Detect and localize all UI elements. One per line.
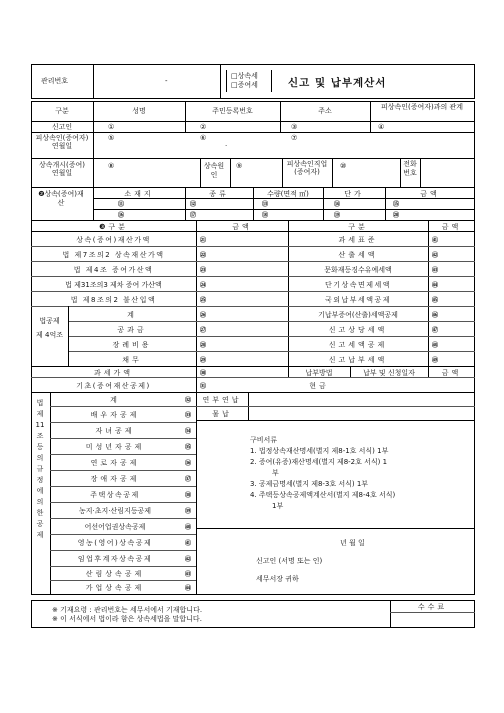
taxable-value-mark: ㉚ (200, 370, 207, 377)
asset-mark: ⑯ (118, 212, 125, 219)
sec45-row: 장례비용 (112, 341, 152, 349)
deduction-mark: ㊳ (185, 492, 192, 499)
in-kind-label: 물납 (212, 410, 232, 418)
deduction-mark: ㉝ (185, 412, 192, 419)
mark-9: ⑨ (236, 162, 243, 170)
calc-right-row: 산출세액 (338, 251, 378, 259)
attachment-item: 1. 법정상속재산명세(별지 제8-1호 서식) 1부 (250, 447, 389, 455)
deduction-mark: ㊷ (185, 556, 192, 563)
deduction-mark: ㊴ (185, 508, 192, 515)
sec45-mark: ㉗ (200, 327, 207, 334)
deduction-row: 임업후계자상속공제 (77, 555, 153, 563)
deduction-row: 어선어업권상속공제 (84, 523, 146, 531)
col-category: 구분 (55, 107, 69, 115)
occupation-label: 피상속인직업(증여자) (286, 160, 328, 176)
pay-cash-label: 현금 (309, 382, 329, 390)
calc-right-mark: ㊼ (432, 327, 439, 334)
attachment-item: 1부 (272, 502, 284, 510)
cause-label: 상속원인 (203, 162, 225, 179)
calc-header-amount-2: 금액 (441, 223, 462, 231)
row-decedent: 피상속인(증여자) 연월일 (35, 134, 89, 150)
tax-type-selector[interactable] (226, 70, 272, 92)
mgmt-number-value: - (165, 77, 168, 85)
deduction-row: 배우자공제 (90, 411, 140, 419)
phone-label: 전화번호 (403, 160, 417, 177)
pay-date-label: 납부 및 신청일자 (363, 369, 415, 377)
deduction-mark: ㉜ (185, 397, 192, 404)
assets-amount: 금액 (420, 190, 440, 198)
attachments-title: 구비서류 (250, 436, 278, 444)
sec45-row: 채무 (122, 356, 142, 364)
taxable-value-label: 과세가액 (93, 369, 134, 377)
deduction-mark: ㊱ (185, 460, 192, 467)
asset-mark: ⑮ (393, 201, 400, 208)
sign-declarant[interactable]: 신고인 (서명 또는 인) (256, 557, 323, 565)
basic-deduction-label: 기초(증여재산공제) (76, 382, 151, 390)
deduction-row: 자녀공제 (95, 427, 135, 435)
calc-left-mark: ㉔ (200, 282, 207, 289)
assets-label: ❷상속(증여)재산 (38, 190, 84, 207)
form-title: 신고 및 납부계산서 (288, 77, 387, 89)
calc-right-row: 문화재등징수유예세액 (324, 266, 392, 274)
calc-right-mark: ㊹ (432, 282, 439, 289)
sec45-mark: ㉙ (200, 357, 207, 364)
col-address: 주소 (318, 107, 332, 115)
deduction-row: 산림상속공제 (85, 570, 145, 578)
calc-right-row: 단기상속면제세액 (324, 281, 392, 289)
deduction-row: 농지·초지·산림지등공제 (78, 507, 152, 515)
attachments (250, 436, 472, 510)
calc-right-row: 국외납부세액공제 (324, 296, 392, 304)
row-start-date: 상속개시(증여) 연월일 (38, 161, 86, 177)
calc-left-mark: ㉕ (200, 297, 207, 304)
asset-mark: ⑬ (262, 201, 269, 208)
deduction-mark: ㊹ (185, 585, 192, 592)
calc-right-mark: ㊻ (432, 312, 439, 319)
calc-right-row: 기납부증여(산출)세액공제 (318, 311, 398, 319)
attachment-item: 부 (272, 469, 279, 477)
deduction-mark: ㊵ (185, 524, 192, 531)
calc-right-row: 과세표준 (338, 236, 378, 244)
col-relationship: 피상속인(증여자)과의 관계 (380, 103, 464, 111)
deduction-mark: ㉟ (185, 444, 192, 451)
mark-2: ② (200, 123, 207, 131)
inheritance-tax-option[interactable]: □상속세 (231, 72, 258, 80)
asset-mark: ⑪ (118, 201, 125, 208)
deduction-row: 계 (110, 396, 120, 404)
calc-left-row: 법 제4조 증여가산액 (73, 266, 154, 274)
sec45-row: 계 (127, 311, 137, 319)
sign-date[interactable]: 년 월 일 (340, 539, 365, 547)
deduction-row: 연로자공제 (90, 459, 140, 467)
footer-note: ※ 이 서식에서 법이라 함은 상속세법을 말합니다. (52, 615, 202, 623)
calc-right-mark: ㊾ (432, 357, 439, 364)
sec45-mark: ㉘ (200, 342, 207, 349)
calc-header-category: ❸구분 (99, 223, 128, 231)
calc-right-row: 신고납부세액 (328, 356, 388, 364)
asset-mark: ⑰ (190, 212, 197, 219)
attachment-item: 4. 주택등상속공제액계산서(별지 제8-4호 서식) (250, 491, 396, 499)
assets-location: 소재지 (124, 190, 154, 198)
asset-mark: ⑫ (190, 201, 197, 208)
assets-type: 종류 (209, 190, 229, 198)
calc-left-row: 법 제7조의2 상속재산가액 (62, 251, 165, 259)
deduction-row: 장애자공제 (90, 475, 140, 483)
sec45-label: 법공제제 4억조 (36, 317, 63, 339)
installment-label: 연부연납 (202, 396, 242, 404)
calc-left-mark: ㉓ (200, 267, 207, 274)
deduction-row: 주택상속공제 (90, 491, 140, 499)
footer-note: ※ 기재요령 : 관리번호는 세무서에서 기재합니다. (52, 606, 203, 614)
mark-3: ③ (291, 123, 298, 131)
deduction-mark: ㊸ (185, 571, 192, 578)
calc-left-row: 상속(증여)재산가액 (76, 236, 151, 244)
calc-right-row: 신고상당세액 (328, 326, 388, 334)
row-declarant: 신고인 (51, 123, 73, 131)
deduction-row: 영농(영어)상속공제 (77, 539, 153, 547)
fee-label: 수수료 (417, 603, 448, 611)
deduction-row: 미성년자공제 (85, 443, 145, 451)
basic-deduction-mark: ㉛ (200, 383, 207, 390)
mark-8: ⑧ (108, 162, 115, 170)
sec45-row: 공과금 (117, 326, 147, 334)
attachment-item: 2. 증여(유증)재산명세(별지 제8-2호 서식) 1 (250, 458, 388, 466)
asset-mark: ⑲ (334, 212, 341, 219)
mark-5: ⑤ (108, 134, 115, 142)
mark-1: ① (108, 123, 115, 131)
deduction-mark: ㊶ (185, 540, 192, 547)
sec45-mark: ㉖ (200, 312, 207, 319)
calc-left-row: 법 제31조의3 제차 증여 가산액 (65, 281, 162, 289)
mark-4: ④ (378, 123, 385, 131)
calc-header-category-2: 구분 (348, 223, 368, 231)
asset-mark: ⑳ (393, 212, 400, 219)
calc-right-mark: ㊽ (432, 342, 439, 349)
pay-method-label: 납부방법 (305, 369, 333, 377)
asset-mark: ⑭ (334, 201, 341, 208)
calc-right-mark: ㊷ (432, 252, 439, 259)
calc-right-mark: ㊺ (432, 297, 439, 304)
gift-tax-option[interactable]: □증여세 (231, 81, 258, 89)
mark-7: ⑦ (291, 134, 298, 142)
calc-left-mark: ㉒ (200, 252, 207, 259)
col-resident-id: 주민등록번호 (212, 107, 253, 115)
calc-right-mark: ㊶ (432, 237, 439, 244)
mgmt-number-label: 관리번호 (41, 77, 69, 85)
deduction-mark: ㉞ (185, 428, 192, 435)
assets-unit: 단가 (344, 190, 364, 198)
sign-recipient: 세무서장 귀하 (256, 575, 299, 583)
mark-6: ⑥ (200, 134, 207, 142)
assets-qty: 수량(면적 ㎡) (267, 190, 309, 198)
mark-10: ⑩ (340, 162, 347, 170)
calc-header-amount: 금액 (232, 223, 252, 231)
calc-right-row: 신고세액공제 (328, 341, 388, 349)
pay-amount-label: 금액 (441, 369, 462, 377)
deduction-row: 가업상속공제 (85, 584, 145, 592)
deductions-side-label: 법제11조등의규정에의한공제 (35, 399, 45, 539)
calc-left-mark: ㉑ (200, 237, 207, 244)
mark-dot: · (225, 142, 228, 150)
calc-left-row: 법 제8조의2 불산입액 (70, 296, 157, 304)
deduction-mark: ㊲ (185, 476, 192, 483)
attachment-item: 3. 공제금명세(별지 제8-3호 서식) 1부 (250, 480, 369, 488)
calc-right-mark: ㊸ (432, 267, 439, 274)
asset-mark: ⑱ (262, 212, 269, 219)
col-name: 성명 (132, 107, 146, 115)
